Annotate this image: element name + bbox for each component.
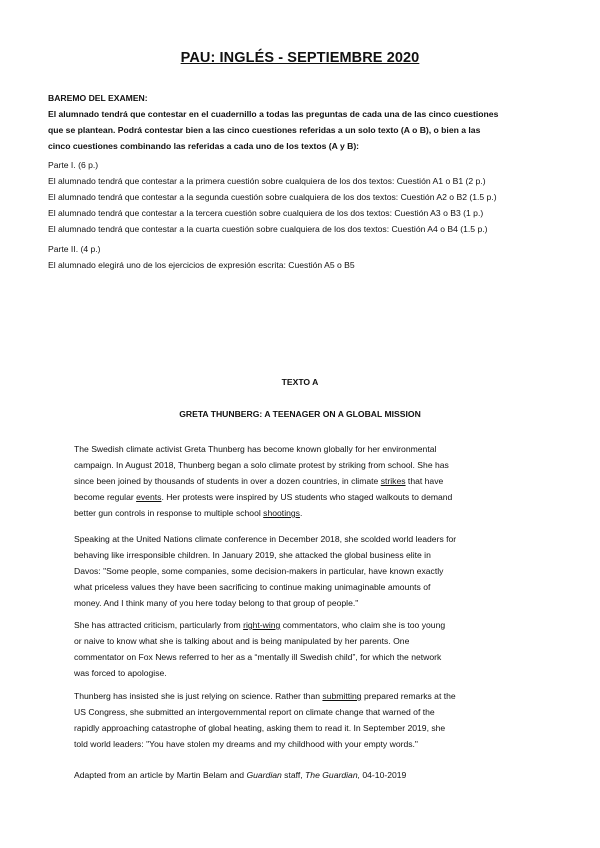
- text-span: commentators, who claim she is too young: [280, 620, 446, 630]
- text-line: what priceless values they have been sacrificing to continue making unimaginable amounts of: [74, 582, 431, 592]
- text-line: Davos: "Some people, some companies, some decision-makers in particular, have known exactly: [74, 566, 444, 576]
- underlined-word: strikes: [380, 476, 406, 486]
- text-span: better gun controls in response to multiple school: [74, 508, 264, 518]
- text-line: rapidly approaching catastrophe of global heating, asking them to read it. In September 2019, she: [74, 723, 446, 733]
- baremo-section: [48, 90, 568, 154]
- article-headline: GRETA THUNBERG: A TEENAGER ON A GLOBAL MISSION: [179, 409, 421, 419]
- text-line: or naive to know what she is talking about and is being manipulated by her parents. One: [74, 636, 410, 646]
- text-line: told world leaders: "You have stolen my dreams and my childhood with your empty words.": [74, 739, 418, 749]
- text-line: behaving like irresponsible children. In January 2019, she attacked the global business elite in: [74, 550, 431, 560]
- text-span: She has attracted criticism, particularly from: [74, 620, 244, 630]
- paragraph-1: [74, 441, 534, 521]
- underlined-word: events: [136, 492, 162, 502]
- part-1-item: El alumnado tendrá que contestar a la cuarta cuestión sobre cualquiera de los dos textos: Cuestión A4 o B4 (1.5 p.): [48, 224, 488, 234]
- text-line: campaign. In August 2018, Thunberg began a solo climate protest by striking from school. She has: [74, 460, 449, 470]
- credit-italic: The Guardian,: [305, 770, 360, 780]
- credit-text: Adapted from an article by Martin Belam and: [74, 770, 247, 780]
- baremo-line-2: que se plantean. Podrá contestar bien a las cinco cuestiones referidas a un solo texto (A o B), o bien a las: [48, 125, 481, 135]
- part-1-item: El alumnado tendrá que contestar a la tercera cuestión sobre cualquiera de los dos textos: Cuestión A3 o B3 (1 p.): [48, 208, 484, 218]
- text-line: [74, 473, 534, 489]
- credit-italic: Guardian: [246, 770, 282, 780]
- credit-text: staff,: [281, 770, 306, 780]
- paragraph-3: [74, 617, 534, 681]
- part-1-heading: Parte I. (6 p.): [48, 160, 99, 170]
- part-2-heading: Parte II. (4 p.): [48, 244, 101, 254]
- article-credit: [74, 767, 406, 783]
- text-span: Thunberg has insisted she is just relying on science. Rather than: [74, 691, 323, 701]
- text-line: was forced to apologise.: [74, 668, 167, 678]
- text-line: US Congress, she submitted an intergovernmental report on climate change that warned of the: [74, 707, 435, 717]
- paragraph-2: [74, 531, 534, 611]
- credit-text: 04-10-2019: [359, 770, 407, 780]
- page-title: PAU: INGLÉS - SEPTIEMBRE 2020: [180, 50, 420, 66]
- underlined-word: submitting: [322, 691, 362, 701]
- text-line: [74, 617, 534, 633]
- baremo-heading: BAREMO DEL EXAMEN:: [48, 93, 148, 103]
- part-2-section: [48, 241, 588, 273]
- text-line: The Swedish climate activist Greta Thunberg has become known globally for her environmental: [74, 444, 437, 454]
- text-line: commentator on Fox News referred to her as a “mentally ill Swedish child”, for which the network: [74, 652, 442, 662]
- part-1-item: El alumnado tendrá que contestar a la primera cuestión sobre cualquiera de los dos textos: Cuestión A1 o B1 (2 p.): [48, 176, 486, 186]
- baremo-line-3: cinco cuestiones combinando las referidas a cada uno de los textos (A y B):: [48, 141, 360, 151]
- part-2-item: El alumnado elegirá uno de los ejercicios de expresión escrita: Cuestión A5 o B5: [48, 260, 355, 270]
- text-line: [74, 489, 534, 505]
- text-line: [74, 505, 534, 521]
- text-line: [74, 688, 534, 704]
- texto-label: TEXTO A: [281, 377, 319, 387]
- paragraph-4: [74, 688, 534, 752]
- text-line: Speaking at the United Nations climate conference in December 2018, she scolded world leaders for: [74, 534, 457, 544]
- part-1-item: El alumnado tendrá que contestar a la segunda cuestión sobre cualquiera de los dos textos: Cuestión A2 o B2 (1.5 p.): [48, 192, 497, 202]
- text-span: . Her protests were inspired by US students who staged walkouts to demand: [161, 492, 453, 502]
- part-1-section: [48, 157, 588, 237]
- text-span: .: [299, 508, 303, 518]
- text-span: become regular: [74, 492, 137, 502]
- underlined-word: right-wing: [243, 620, 281, 630]
- text-span: that have: [405, 476, 444, 486]
- underlined-word: shootings: [263, 508, 300, 518]
- text-line: money. And I think many of you here today belong to that group of people.": [74, 598, 359, 608]
- text-span: since been joined by thousands of students in over a dozen countries, in climate: [74, 476, 381, 486]
- baremo-line-1: El alumnado tendrá que contestar en el cuadernillo a todas las preguntas de cada una de las cinco cuestiones: [48, 109, 499, 119]
- text-span: prepared remarks at the: [361, 691, 456, 701]
